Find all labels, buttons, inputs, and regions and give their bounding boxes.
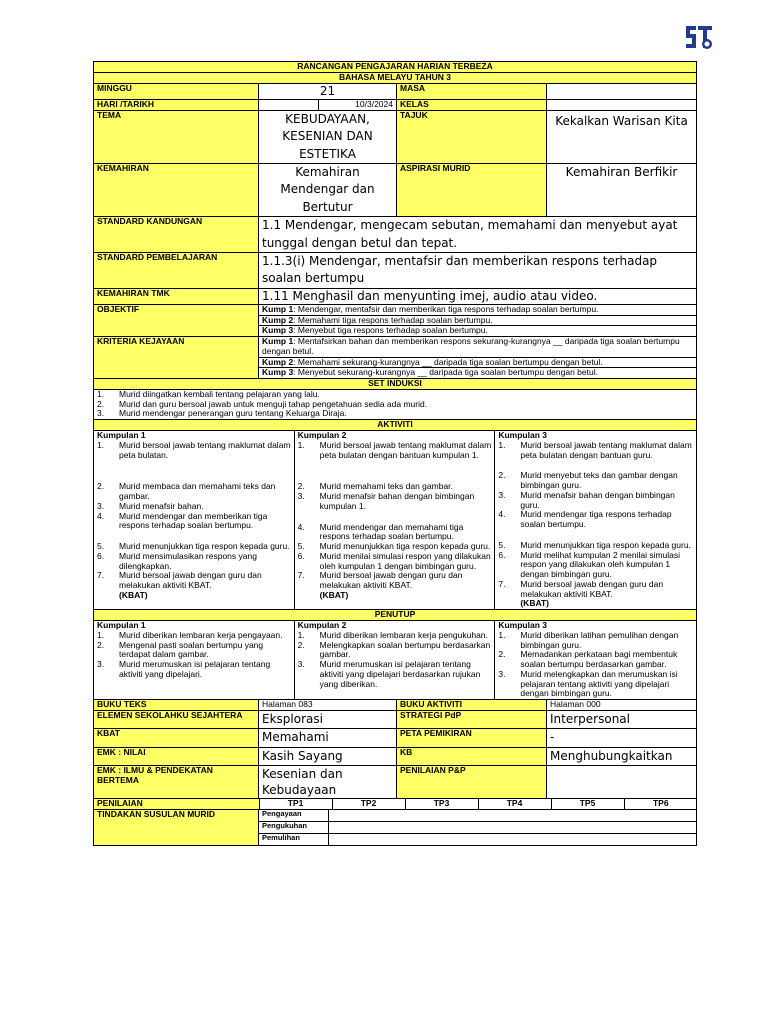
tajuk-value: Kekalkan Warisan Kita	[547, 110, 697, 163]
sk-label: STANDARD KANDUNGAN	[94, 217, 259, 253]
penutup-kumpulan-2: Kumpulan 2 1. Murid diberikan lembaran kerja pengukuhan. 2. Melengkapkan soalan bertumpu berdasarkan gambar. 3. Murid merumuskan isi pelajaran tentang aktiviti yang dipelajari berdasarkan rujukan yang diberikan.	[295, 621, 496, 699]
nilai-label: EMK : NILAI	[94, 747, 259, 765]
pemulihan-label: Pemulihan	[259, 834, 329, 845]
hari-label: HARI /TARIKH	[94, 100, 259, 111]
set-induksi-header: SET INDUKSI	[94, 379, 697, 390]
tema-label: TEMA	[94, 110, 259, 163]
tindakan-rows	[259, 810, 696, 845]
kbat-label: KBAT	[94, 729, 259, 747]
aktiviti-kumpulan-3: Kumpulan 3 1. Murid bersoal jawab tentang maklumat dalam peta bulatan dengan bantuan guru. 2. Murid menyebut teks dan gambar dengan bimbingan guru. 3. Murid menafsir bahan dengan bimbingan guru. 4. Murid mendengar tiga respons terhadap soalan bertumpu. 5. Murid menunjukkan tiga respon kepada guru. 6. Murid melihat kumpulan 2 menilai simulasi respon yang dilakukan oleh kumpulan 1 dengan bimbingan guru. 7. Murid bersoal jawab dengan guru dan melakukan aktiviti KBAT. (KBAT)	[498, 430, 692, 609]
tp1-cell[interactable]: TP1	[259, 799, 332, 809]
tp2-cell[interactable]: TP2	[332, 799, 405, 809]
tp5-cell[interactable]: TP5	[551, 799, 624, 809]
tajuk-label: TAJUK	[397, 110, 547, 163]
kemahiran-value: Kemahiran Mendengar dan Bertutur	[259, 164, 397, 217]
penutup-kumpulan-3: Kumpulan 3 1. Murid diberikan latihan pemulihan dengan bimbingan guru. 2. Memadankan perkataan bagi membentuk soalan bertumpu berdasarkan gambar. 3. Murid melengkapkan dan merumuskan isi pelajaran tentang aktiviti yang dipelajari dengan bimbingan guru.	[498, 620, 679, 699]
buku-teks-value: Halaman 083	[259, 700, 397, 711]
aktiviti-kumpulan-2: Kumpulan 2 1. Murid bersoal jawab tentang maklumat dalam peta bulatan dengan bantuan kumpulan 1. 2. Murid memahami teks dan gambar. 3. Murid menafsir bahan dengan bimbingan kumpulan 1. 4. Murid mendengar dan memahami tiga respons terhadap soalan bertumpu. 5. Murid menunjukkan tiga respon kepada guru. 6. Murid menilai simulasi respon yang dilakukan oleh kumpulan 1 dengan bimbingan guru. 7. Murid bersoal jawab dengan guru dan melakukan aktiviti KBAT. (KBAT)	[295, 431, 496, 609]
kelas-value	[547, 100, 697, 111]
pnp-label: PENILAIAN P&P	[397, 766, 547, 799]
buku-teks-label: BUKU TEKS	[94, 700, 259, 711]
tp6-cell[interactable]: TP6	[624, 799, 697, 809]
strategi-label: STRATEGI PdP	[397, 710, 547, 728]
ilmu-value: Kesenian dan Kebudayaan	[259, 766, 397, 799]
tmk-value: 1.11 Menghasil dan menyunting imej, audio atau video.	[259, 288, 697, 304]
kriteria-row: Kump 1: Mentafsirkan bahan dan memberikan respons sekurang-kurangnya __ daripada tiga soalan bertumpu dengan betul.	[259, 337, 697, 358]
hari-value	[259, 100, 319, 111]
objektif-row: Kump 3: Menyebut tiga respons terhadap soalan bertumpu.	[259, 326, 697, 337]
kriteria-row: Kump 3: Menyebut sekurang-kurangnya __ daripada tiga soalan bertumpu dengan betul.	[259, 368, 697, 379]
tp3-cell[interactable]: TP3	[405, 799, 478, 809]
minggu-value: 21	[259, 83, 397, 100]
tp4-cell[interactable]: TP4	[478, 799, 551, 809]
plan-subtitle: BAHASA MELAYU TAHUN 3	[94, 72, 697, 83]
tmk-label: KEMAHIRAN TMK	[94, 288, 259, 304]
kelas-label: KELAS	[397, 100, 547, 111]
list-item: 2. Murid dan guru bersoal jawab untuk menguji tahap pengetahuan sedia ada murid.	[97, 398, 428, 409]
kemahiran-label: KEMAHIRAN	[94, 164, 259, 217]
aktiviti-header: AKTIVITI	[94, 420, 697, 431]
kbat-value: Memahami	[259, 729, 397, 747]
penutup-kumpulan-1: Kumpulan 1 1. Murid diberikan lembaran kerja pengayaan. 2. Mengenal pasti soalan bertumpu yang terdapat dalam gambar. 3. Murid merumuskan isi pelajaran tentang aktiviti yang dipelajari.	[94, 621, 295, 699]
peta-label: PETA PEMIKIRAN	[397, 729, 547, 747]
kb-value: Menghubungkaitkan	[547, 747, 697, 765]
peta-value: -	[547, 729, 697, 747]
list-item: 1. Murid diingatkan kembali tentang pelajaran yang lalu.	[97, 389, 320, 399]
tema-value: KEBUDAYAAN, KESENIAN DAN ESTETIKA	[259, 110, 397, 163]
tarikh-value: 10/3/2024	[319, 100, 397, 111]
list-item: 3. Murid mendengar penerangan guru tentang Keluarga Diraja.	[97, 408, 347, 419]
sk-value: 1.1 Mendengar, mengecam sebutan, memahami dan menyebut ayat tunggal dengan betul dan tepat.	[259, 217, 697, 253]
pengukuhan-label: Pengukuhan	[259, 822, 329, 833]
aktiviti-kumpulan-1: Kumpulan 1 1. Murid bersoal jawab tentang maklumat dalam peta bulatan. 2. Murid membaca dan memahami teks dan gambar. 3. Murid menafsir bahan. 4. Murid mendengar dan memberikan tiga respons terhadap soalan bertumpu. 5. Murid menunjukkan tiga respon kepada guru. 6. Murid mensimulasikan respons yang dilengkapkan. 7. Murid bersoal jawab dengan guru dan melakukan aktiviti KBAT. (KBAT)	[94, 431, 295, 609]
pemulihan-field[interactable]	[329, 834, 696, 845]
elemen-value: Eksplorasi	[259, 710, 397, 728]
penutup-groups	[94, 621, 697, 700]
pnp-value	[547, 766, 697, 799]
pengayaan-label: Pengayaan	[259, 810, 329, 821]
sp-value: 1.1.3(i) Mendengar, mentafsir dan memberikan respons terhadap soalan bertumpu	[259, 253, 697, 289]
penilaian-tindakan-block	[94, 799, 697, 846]
kriteria-label: KRITERIA KEJAYAAN	[94, 337, 259, 379]
pengukuhan-field[interactable]	[329, 822, 696, 833]
objektif-label: OBJEKTIF	[94, 304, 259, 336]
buku-aktiviti-label: BUKU AKTIVITI	[397, 700, 547, 711]
masa-value	[547, 83, 697, 100]
penilaian-label: PENILAIAN	[94, 799, 259, 809]
tindakan-label: TINDAKAN SUSULAN MURID	[94, 810, 259, 845]
set-induksi-list	[94, 389, 697, 419]
lesson-plan-table	[93, 61, 697, 846]
objektif-row: Kump 1: Mendengar, mentafsir dan memberikan tiga respons terhadap soalan bertumpu.	[259, 304, 697, 315]
pengayaan-field[interactable]	[329, 810, 696, 821]
school-logo-icon	[682, 20, 716, 54]
kriteria-row: Kump 2: Memahami sekurang-kurangnya __ daripada tiga soalan bertumpu dengan betul.	[259, 357, 697, 368]
tindakan-block	[94, 810, 696, 845]
aktiviti-groups	[94, 430, 697, 609]
objektif-row: Kump 2: Memahami tiga respons terhadap soalan bertumpu.	[259, 315, 697, 326]
aspirasi-value: Kemahiran Berfikir	[547, 164, 697, 217]
buku-aktiviti-value: Halaman 000	[547, 700, 697, 711]
minggu-label: MINGGU	[94, 83, 259, 100]
nilai-value: Kasih Sayang	[259, 747, 397, 765]
kb-label: KB	[397, 747, 547, 765]
aspirasi-label: ASPIRASI MURID	[397, 164, 547, 217]
penutup-header: PENUTUP	[94, 610, 697, 621]
strategi-value: Interpersonal	[547, 710, 697, 728]
elemen-label: ELEMEN SEKOLAHKU SEJAHTERA	[94, 710, 259, 728]
masa-label: MASA	[397, 83, 547, 100]
ilmu-label: EMK : ILMU & PENDEKATAN BERTEMA	[94, 766, 259, 799]
sp-label: STANDARD PEMBELAJARAN	[94, 253, 259, 289]
plan-title: RANCANGAN PENGAJARAN HARIAN TERBEZA	[94, 62, 697, 73]
